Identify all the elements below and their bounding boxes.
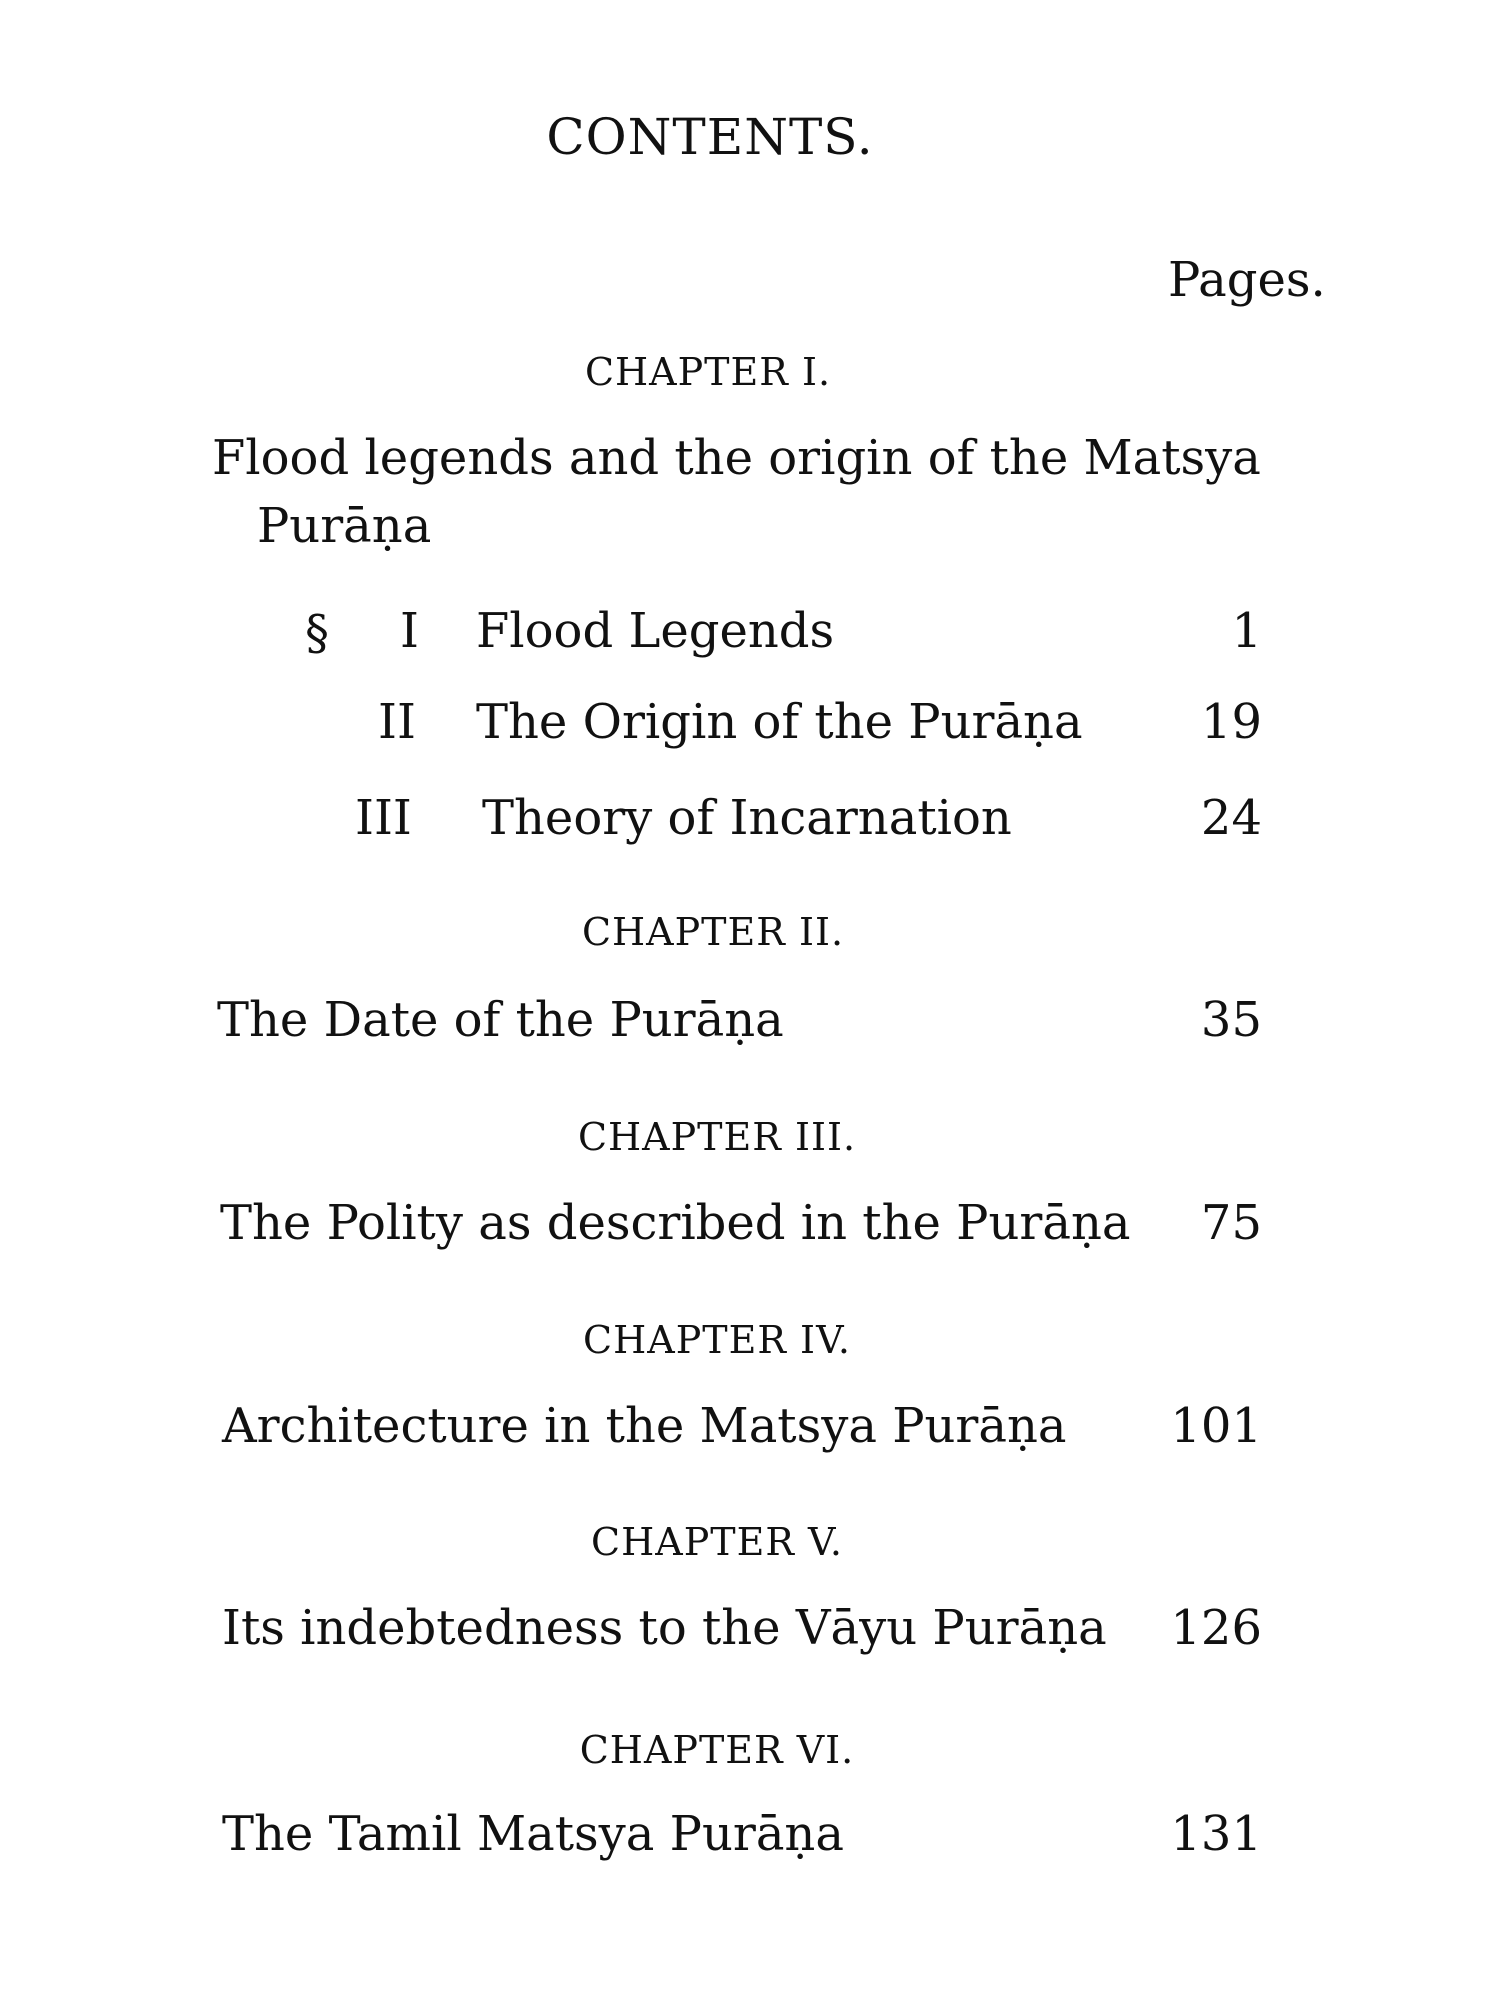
- chapter-title: Architecture in the Matsya Purāṇa: [222, 1398, 1067, 1454]
- page-title: CONTENTS.: [546, 108, 874, 166]
- page-number: 101: [1170, 1398, 1262, 1454]
- chapter-title: Its indebtedness to the Vāyu Purāṇa: [222, 1600, 1107, 1656]
- section-numeral: III: [355, 790, 412, 846]
- section-title: Flood Legends: [476, 603, 835, 659]
- chapter-heading: CHAPTER I.: [584, 350, 832, 394]
- pages-column-header: Pages.: [1168, 252, 1326, 308]
- page-number: 126: [1170, 1600, 1262, 1656]
- page-number: 75: [1200, 1195, 1262, 1251]
- chapter-heading: CHAPTER III.: [577, 1115, 857, 1159]
- chapter-title: The Polity as described in the Purāṇa: [220, 1195, 1131, 1251]
- page-number: 24: [1200, 790, 1262, 846]
- chapter-title: The Date of the Purāṇa: [217, 992, 784, 1048]
- chapter-heading: CHAPTER II.: [581, 910, 845, 954]
- section-numeral: II: [378, 694, 416, 750]
- page-number: 1: [1231, 603, 1262, 659]
- chapter-title: Flood legends and the origin of the Matsya: [212, 430, 1261, 486]
- section-title: The Origin of the Purāṇa: [476, 694, 1083, 750]
- section-title: Theory of Incarnation: [482, 790, 1012, 846]
- page-number: 131: [1170, 1806, 1262, 1862]
- chapter-title-continued: Purāṇa: [257, 498, 432, 554]
- chapter-heading: CHAPTER VI.: [579, 1728, 855, 1772]
- chapter-heading: CHAPTER V.: [591, 1520, 843, 1564]
- section-mark: §: [305, 605, 329, 661]
- page-number: 19: [1200, 694, 1262, 750]
- chapter-heading: CHAPTER IV.: [583, 1318, 851, 1362]
- section-numeral: I: [400, 603, 419, 659]
- page-number: 35: [1200, 992, 1262, 1048]
- chapter-title: The Tamil Matsya Purāṇa: [222, 1806, 844, 1862]
